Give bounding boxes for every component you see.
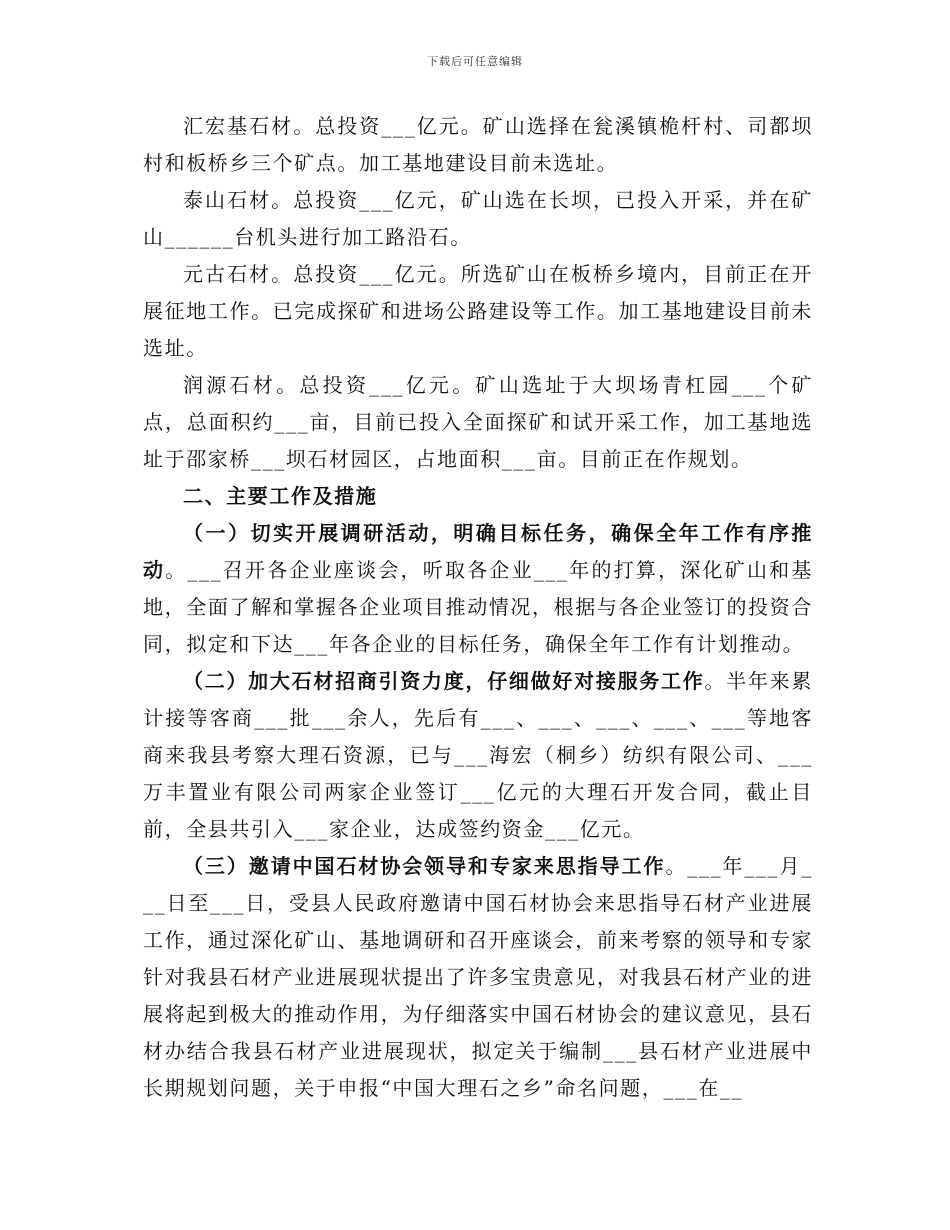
subsection-2-body: 。半年来累计接等客商___批___余人，先后有___、___、___、___、___等地客商来我县考察大理石资源，已与___海宏（桐乡）纺织有限公司、___万丰置业有限公司两家企业签订___亿元的大理石开发合同，截止目前，全县共引入___家企业，达成签约资金___亿元。 xyxy=(143,669,813,841)
paragraph-huihongji: 汇宏基石材。总投资___亿元。矿山选择在瓮溪镇桅杆村、司都坝村和板桥乡三个矿点。加工基地建设目前未选址。 xyxy=(143,114,813,175)
paragraph-taishan: 泰山石材。总投资___亿元，矿山选在长坝，已投入开采，并在矿山______台机头进行加工路沿石。 xyxy=(143,188,813,249)
subsection-3-body: 。___年___月___日至___日，受县人民政府邀请中国石材协会来思指导石材产业进展工作，通过深化矿山、基地调研和召开座谈会，前来考察的领导和专家针对我县石材产业进展现状提出了许多宝贵意见，对我县石材产业的进展将起到极大的推动作用，为仔细落实中国石材协会的建议意见，县石材办结合我县石材产业进展现状，拟定关于编制___县石材产业进展中长期规划问题，关于申报“中国大理石之乡”命名问题，___在__ xyxy=(143,854,814,1100)
subsection-2-heading: （二）加大石材招商引资力度，仔细做好对接服务工作 xyxy=(183,669,705,693)
subsection-1-body: 。___召开各企业座谈会，听取各企业___年的打算，深化矿山和基地，全面了解和掌握各企业项目推动情况，根据与各企业签订的投资合同，拟定和下达___年各企业的目标任务，确保全年工作有计划推动。 xyxy=(143,558,813,656)
subsection-1-heading: （一）切实开展调研活动，明确目标任务，确保全年工作有序推动 xyxy=(143,521,813,582)
page-header: 下载后可任意编辑 xyxy=(427,55,523,68)
paragraph-yuangu: 元古石材。总投资___亿元。所选矿山在板桥乡境内，目前正在开展征地工作。已完成探矿和进场公路建设等工作。加工基地建设目前未选址。 xyxy=(143,262,813,360)
paragraph-subsection-3 xyxy=(143,848,813,1107)
subsection-3-heading: （三）邀请中国石材协会领导和专家来思指导工作 xyxy=(183,854,666,878)
section-heading-main-work: 二、主要工作及措施 xyxy=(183,484,378,508)
paragraph-subsection-2 xyxy=(143,663,813,848)
paragraph-subsection-1 xyxy=(143,515,813,663)
paragraph-runyuan: 润源石材。总投资___亿元。矿山选址于大坝场青杠园___个矿点，总面积约___亩，目前已投入全面探矿和试开采工作，加工基地选址于邵家桥___坝石材园区，占地面积___亩。目前正在作规划。 xyxy=(143,373,813,471)
document-body xyxy=(143,108,813,1107)
